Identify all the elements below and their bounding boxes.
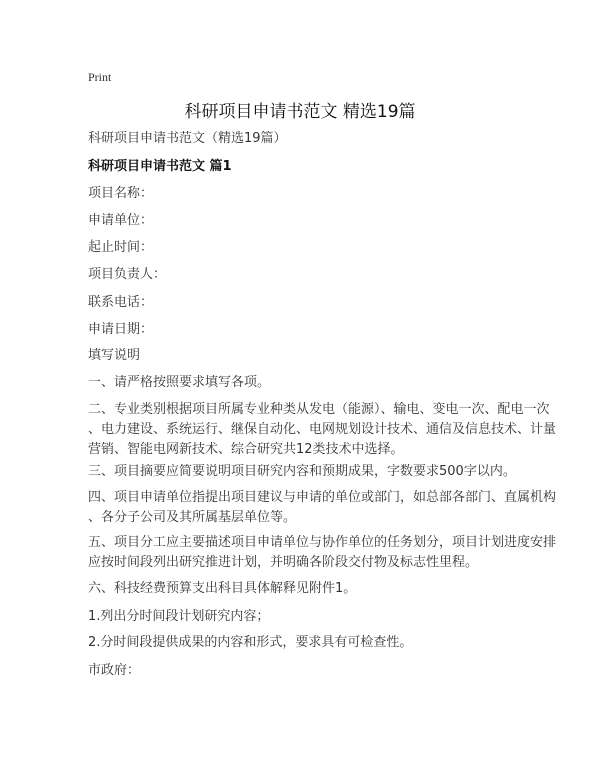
paragraph-9 (88, 661, 140, 681)
paragraph-line: 、各分子公司及其所属基层单位等。 (88, 510, 297, 525)
paragraph-line: 二、专业类别根据项目所属专业种类从发电（能源）、输电、变电一次、配电一次 (88, 402, 550, 417)
paragraph-line: 营销、智能电网新技术、综合研究共12类技术中选择。 (88, 442, 404, 457)
paragraph-6 (88, 579, 356, 599)
paragraph-line: 五、项目分工应主要描述项目申请单位与协作单位的任务划分，项目计划进度安排 (88, 535, 557, 550)
paragraph-8 (88, 633, 412, 653)
paragraph-line: 三、项目摘要应简要说明项目研究内容和预期成果，字数要求500字以内。 (88, 464, 516, 479)
paragraph-4 (88, 488, 556, 528)
paragraph-line: 1.列出分时间段计划研究内容； (88, 609, 270, 624)
field-apply-date: 申请日期： (88, 322, 154, 337)
paragraph-1 (88, 373, 270, 393)
section-heading: 科研项目申请书范文 篇1 (88, 159, 232, 174)
paragraph-2 (88, 400, 556, 460)
paragraph-line: 应按时间段列出研究推进计划，并明确各阶段交付物及标志性里程。 (88, 555, 479, 570)
field-period: 起止时间： (88, 240, 154, 255)
subtitle: 科研项目申请书范文（精选19篇） (88, 131, 287, 146)
instructions-heading: 填写说明 (88, 348, 141, 363)
paragraph-line: 市政府： (88, 663, 141, 678)
paragraph-line: 一、请严格按照要求填写各项。 (88, 375, 271, 390)
paragraph-5 (88, 533, 556, 573)
page-title: 科研项目申请书范文 精选19篇 (184, 102, 416, 122)
field-project-name: 项目名称： (88, 186, 154, 201)
paragraph-line: 六、科技经费预算支出科目具体解释见附件1。 (88, 581, 357, 596)
field-phone: 联系电话： (88, 295, 154, 310)
print-link[interactable]: Print (88, 70, 112, 84)
paragraph-line: 、电力建设、系统运行、继保自动化、电网规划设计技术、通信及信息技术、计量 (88, 422, 557, 437)
paragraph-3 (88, 462, 516, 482)
paragraph-line: 四、项目申请单位指提出项目建议与申请的单位或部门，如总部各部门、直属机构 (88, 490, 557, 505)
field-applicant-unit: 申请单位： (88, 213, 154, 228)
paragraph-7 (88, 607, 269, 627)
field-project-lead: 项目负责人： (88, 267, 167, 282)
paragraph-line: 2.分时间段提供成果的内容和形式，要求具有可检查性。 (88, 635, 413, 650)
